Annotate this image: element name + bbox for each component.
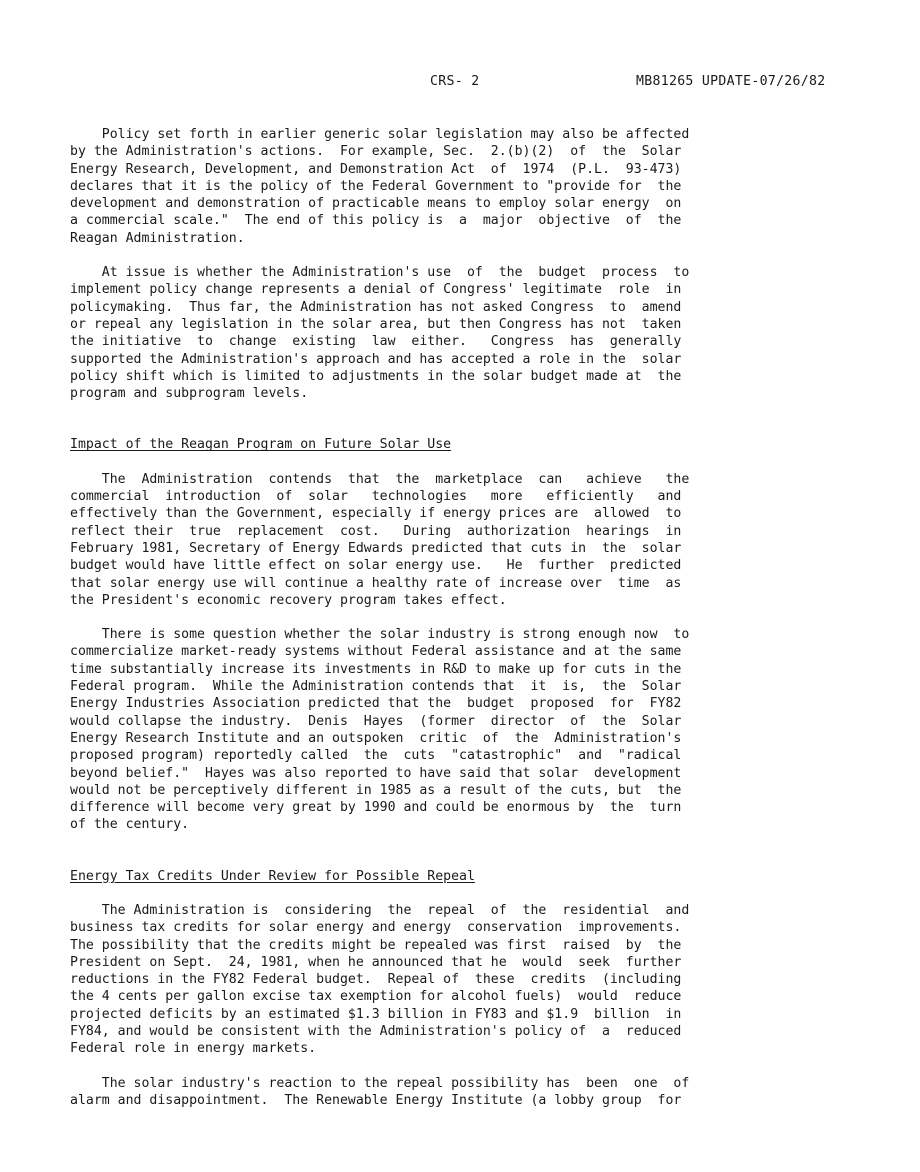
paragraph-spacer	[70, 247, 898, 264]
document-body	[70, 126, 898, 1109]
text-line: Federal role in energy markets.	[70, 1041, 317, 1057]
text-line: business tax credits for solar energy and energy conservation improvements.	[70, 920, 682, 936]
text-line: The solar industry's reaction to the repeal possibility has been one of	[70, 1075, 690, 1091]
text-line: the 4 cents per gallon excise tax exemption for alcohol fuels) would reduce	[70, 989, 682, 1005]
text-line: by the Administration's actions. For example, Sec. 2.(b)(2) of the Solar	[70, 144, 682, 160]
text-line: time substantially increase its investments in R&D to make up for cuts in the	[70, 661, 682, 677]
text-line: a commercial scale." The end of this policy is a major objective of the	[70, 213, 682, 229]
text-line: implement policy change represents a denial of Congress' legitimate role in	[70, 282, 682, 298]
text-line: President on Sept. 24, 1981, when he announced that he would seek further	[70, 954, 682, 970]
text-line: policy shift which is limited to adjustments in the solar budget made at the	[70, 368, 682, 384]
paragraph	[70, 1075, 898, 1110]
text-line: difference will become very great by 1990 and could be enormous by the turn	[70, 800, 682, 816]
text-line: supported the Administration's approach and has accepted a role in the solar	[70, 351, 682, 367]
text-line: commercial introduction of solar technologies more efficiently and	[70, 489, 682, 505]
text-line: The possibility that the credits might be repealed was first raised by the	[70, 937, 682, 953]
text-line: February 1981, Secretary of Energy Edwards predicted that cuts in the solar	[70, 540, 682, 556]
text-line: policymaking. Thus far, the Administration has not asked Congress to amend	[70, 299, 682, 315]
text-line: FY84, and would be consistent with the Administration's policy of a reduced	[70, 1024, 682, 1040]
paragraph	[70, 264, 898, 402]
paragraph-spacer	[70, 1058, 898, 1075]
text-line: At issue is whether the Administration's use of the budget process to	[70, 265, 690, 281]
text-line: projected deficits by an estimated $1.3 billion in FY83 and $1.9 billion in	[70, 1006, 682, 1022]
text-line: commercialize market-ready systems without Federal assistance and at the same	[70, 644, 682, 660]
text-line: or repeal any legislation in the solar area, but then Congress has not taken	[70, 316, 682, 332]
paragraph	[70, 471, 898, 609]
section-heading: Energy Tax Credits Under Review for Possible Repeal	[70, 868, 475, 884]
paragraph	[70, 126, 898, 247]
heading-spacer	[70, 454, 898, 471]
text-line: Energy Research Institute and an outspoken critic of the Administration's	[70, 730, 682, 746]
text-line: Energy Research, Development, and Demonstration Act of 1974 (P.L. 93-473)	[70, 161, 682, 177]
text-line: reductions in the FY82 Federal budget. Repeal of these credits (including	[70, 972, 682, 988]
paragraph	[70, 626, 898, 834]
text-line: proposed program) reportedly called the cuts "catastrophic" and "radical	[70, 748, 682, 764]
text-line: development and demonstration of practicable means to employ solar energy on	[70, 196, 682, 212]
section-spacer	[70, 402, 898, 436]
section-spacer	[70, 834, 898, 868]
page-number: CRS- 2	[430, 74, 480, 89]
document-id: MB81265 UPDATE-07/26/82	[636, 74, 826, 89]
text-line: would not be perceptively different in 1985 as a result of the cuts, but the	[70, 782, 682, 798]
text-line: Reagan Administration.	[70, 230, 245, 246]
text-line: declares that it is the policy of the Federal Government to "provide for the	[70, 178, 682, 194]
text-line: would collapse the industry. Denis Hayes (former director of the Solar	[70, 713, 682, 729]
heading-spacer	[70, 885, 898, 902]
text-line: Policy set forth in earlier generic solar legislation may also be affected	[70, 127, 690, 142]
text-line: beyond belief." Hayes was also reported to have said that solar development	[70, 765, 682, 781]
text-line: Federal program. While the Administration contends that it is, the Solar	[70, 679, 682, 695]
text-line: Energy Industries Association predicted that the budget proposed for FY82	[70, 696, 682, 712]
paragraph-spacer	[70, 609, 898, 626]
text-line: budget would have little effect on solar energy use. He further predicted	[70, 558, 682, 574]
paragraph	[70, 902, 898, 1058]
text-line: the initiative to change existing law either. Congress has generally	[70, 334, 682, 350]
text-line: The Administration contends that the marketplace can achieve the	[70, 471, 690, 487]
page-header	[0, 74, 920, 94]
text-line: There is some question whether the solar industry is strong enough now to	[70, 627, 690, 643]
text-line: that solar energy use will continue a healthy rate of increase over time as	[70, 575, 682, 591]
text-line: alarm and disappointment. The Renewable Energy Institute (a lobby group for	[70, 1092, 682, 1108]
text-line: The Administration is considering the repeal of the residential and	[70, 902, 690, 918]
text-line: the President's economic recovery program takes effect.	[70, 592, 507, 608]
text-line: reflect their true replacement cost. During authorization hearings in	[70, 523, 682, 539]
text-line: program and subprogram levels.	[70, 386, 309, 402]
text-line: effectively than the Government, especially if energy prices are allowed to	[70, 506, 682, 522]
section-heading: Impact of the Reagan Program on Future Solar Use	[70, 437, 452, 453]
text-line: of the century.	[70, 817, 190, 833]
